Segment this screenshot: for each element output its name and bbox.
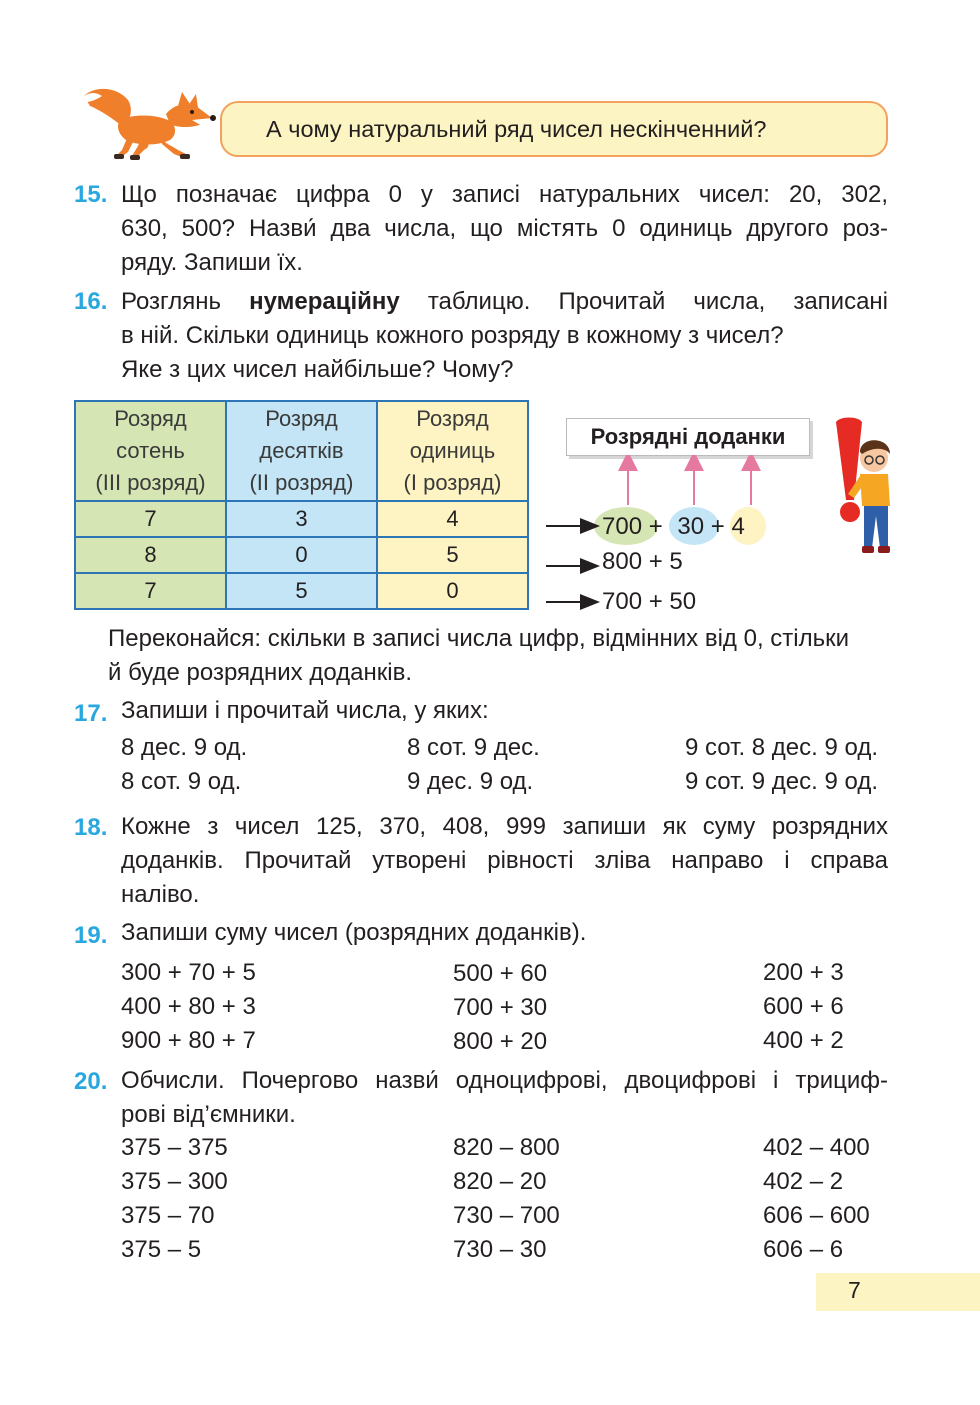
- exercise-20-item: 375 – 70: [121, 1202, 215, 1229]
- exercise-19-item: 200 + 3: [763, 959, 844, 986]
- exercise-16-text-a: Розглянь: [121, 288, 250, 315]
- header-line: Розряд: [114, 406, 187, 431]
- exercise-16-line: в ній. Скільки одиниць кожного розряду в кожному з чисел?: [121, 322, 784, 349]
- fox-illustration: [82, 84, 220, 168]
- exercise-15-number: 15.: [74, 181, 108, 208]
- exercise-20-item: 402 – 400: [763, 1134, 870, 1161]
- exercise-19-item: 400 + 2: [763, 1027, 844, 1054]
- exercise-20-item: 730 – 30: [453, 1236, 547, 1263]
- table-cell: 5: [377, 537, 528, 573]
- exercise-18-line: Кожне з чисел 125, 370, 408, 999 запиши як суму розрядних: [121, 813, 888, 840]
- decomposition-row-1: [602, 513, 745, 541]
- table-cell: 7: [75, 501, 226, 537]
- page-number-bar: [816, 1273, 980, 1311]
- header-line: Розряд: [416, 406, 489, 431]
- exercise-19-number: 19.: [74, 922, 108, 949]
- exercise-20-item: 375 – 375: [121, 1134, 228, 1161]
- addend-tens: 30: [677, 513, 705, 540]
- header-line: (І розряд): [403, 470, 502, 495]
- exercise-16-number: 16.: [74, 288, 108, 315]
- table-cell: 0: [377, 573, 528, 609]
- exercise-20-item: 730 – 700: [453, 1202, 560, 1229]
- exercise-17-item: 8 дес. 9 од.: [121, 734, 248, 761]
- exercise-19-item: 300 + 70 + 5: [121, 959, 256, 986]
- table-cell: 0: [226, 537, 377, 573]
- exercise-20-item: 606 – 6: [763, 1236, 844, 1263]
- note-line: й буде розрядних доданків.: [108, 659, 413, 686]
- exercise-17-item: 9 сот. 8 дес. 9 од.: [685, 734, 878, 761]
- exercise-18-line: наліво.: [121, 881, 200, 908]
- exercise-19-item: 400 + 80 + 3: [121, 993, 256, 1020]
- exercise-15-line: ряду. Запиши їх.: [121, 249, 303, 276]
- place-value-addends-title: Розрядні доданки: [566, 418, 810, 456]
- exercise-20-item: 606 – 600: [763, 1202, 870, 1229]
- exercise-17-text: Запиши і прочитай числа, у яких:: [121, 697, 489, 724]
- exercise-19-item: 800 + 20: [453, 1028, 548, 1055]
- exercise-16-bold-word: нумераційну: [249, 288, 400, 315]
- page-number: 7: [848, 1277, 861, 1303]
- table-cell: 7: [75, 573, 226, 609]
- table-cell: 8: [75, 537, 226, 573]
- header-hundreds: [75, 401, 226, 501]
- speech-bubble: [220, 101, 888, 157]
- exercise-20-line: Обчисли. Почергово назви́ одноцифрові, двоцифрові і трициф-: [121, 1067, 888, 1094]
- exercise-16-text: [121, 285, 888, 387]
- decomposition-row-3: 700 + 50: [602, 588, 697, 615]
- table-row: [75, 537, 528, 573]
- table-cell: 3: [226, 501, 377, 537]
- exercise-19-item: 900 + 80 + 7: [121, 1027, 256, 1054]
- exercise-18-number: 18.: [74, 814, 108, 841]
- note-line: Переконайся: скільки в записі числа цифр, відмінних від 0, стільки: [108, 625, 850, 652]
- table-row: [75, 573, 528, 609]
- exercise-17-item: 9 сот. 9 дес. 9 од.: [685, 768, 878, 795]
- header-line: десятків: [259, 438, 344, 463]
- header-line: сотень: [116, 438, 185, 463]
- exercise-17-item: 8 сот. 9 дес.: [407, 734, 540, 761]
- plus-sign: +: [648, 513, 663, 540]
- header-line: Розряд: [265, 406, 338, 431]
- exercise-19-item: 500 + 60: [453, 960, 548, 987]
- addend-hundreds: 700: [602, 513, 643, 540]
- exercise-20-item: 375 – 300: [121, 1168, 228, 1195]
- exercise-16-line: [121, 285, 888, 319]
- exercise-15-line: Що позначає цифра 0 у записі натуральних чисел: 20, 302,: [121, 181, 888, 208]
- header-units: [377, 401, 528, 501]
- exercise-15-line: 630, 500? Назви́ два числа, що містять 0 одиниць другого роз-: [121, 215, 888, 242]
- numeration-table: [74, 400, 529, 610]
- exercise-18-text: [121, 810, 888, 912]
- exercise-20-item: 402 – 2: [763, 1168, 844, 1195]
- table-cell: 4: [377, 501, 528, 537]
- exercise-15-text: [121, 178, 888, 280]
- exercise-20-item: 375 – 5: [121, 1236, 202, 1263]
- table-row: [75, 501, 528, 537]
- table-cell: 5: [226, 573, 377, 609]
- header-tens: [226, 401, 377, 501]
- table-header-row: [75, 401, 528, 501]
- decomposition-row-2: 800 + 5: [602, 548, 683, 575]
- header-line: (ІІ розряд): [249, 470, 354, 495]
- exercise-16-line: Яке з цих чисел найбільше? Чому?: [121, 356, 514, 383]
- exercise-19-item: 700 + 30: [453, 994, 548, 1021]
- header-line: одиниць: [409, 438, 496, 463]
- boy-with-exclamation-mark-illustration: [830, 416, 896, 562]
- exercise-17-item: 8 сот. 9 од.: [121, 768, 242, 795]
- addend-units: 4: [731, 513, 745, 540]
- exercise-20-text: [121, 1064, 888, 1132]
- plus-sign: +: [710, 513, 725, 540]
- exercise-16-text-b: таблицю. Прочитай числа, записані: [399, 288, 889, 315]
- exercise-19-item: 600 + 6: [763, 993, 844, 1020]
- exercise-17-number: 17.: [74, 700, 108, 727]
- note-text: [108, 622, 889, 690]
- exercise-17-item: 9 дес. 9 од.: [407, 768, 534, 795]
- exercise-18-line: доданків. Прочитай утворені рівності зліва направо і справа: [121, 847, 888, 874]
- bubble-text: А чому натуральний ряд чисел нескінченний?: [266, 116, 767, 142]
- exercise-20-line: рові від’ємники.: [121, 1101, 296, 1128]
- exercise-19-text: Запиши суму чисел (розрядних доданків).: [121, 919, 587, 946]
- header-line: (ІІІ розряд): [95, 470, 206, 495]
- exercise-20-number: 20.: [74, 1068, 108, 1095]
- exercise-20-item: 820 – 20: [453, 1168, 547, 1195]
- exercise-20-item: 820 – 800: [453, 1134, 560, 1161]
